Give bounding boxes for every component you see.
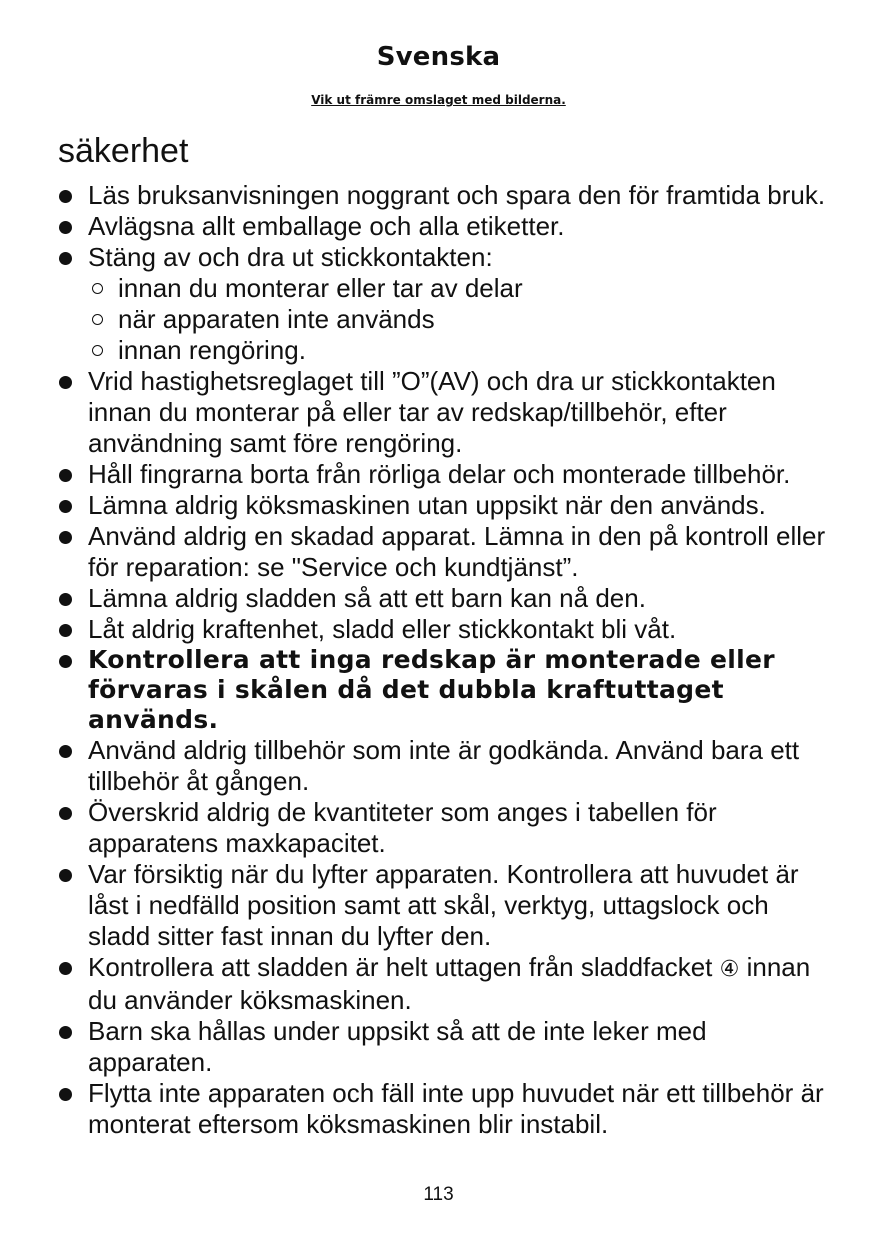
- bullet-icon: [59, 807, 72, 820]
- list-item: Överskrid aldrig de kvantiteter som anges i tabellen för apparatens maxkapacitet.: [56, 797, 826, 859]
- bullet-icon: [59, 655, 72, 668]
- bullet-icon: [59, 869, 72, 882]
- bullet-icon: [59, 190, 72, 203]
- bullet-icon: [59, 1088, 72, 1101]
- bullet-icon: [59, 221, 72, 234]
- bullet-icon: [59, 593, 72, 606]
- sub-list-item: innan rengöring.: [88, 335, 826, 366]
- bullet-icon: [59, 1026, 72, 1039]
- circle-bullet-icon: [92, 283, 103, 294]
- sub-list: [88, 273, 826, 366]
- bullet-icon: [59, 500, 72, 513]
- list-item: Stäng av och dra ut stickkontakten: innan du monterar eller tar av delar när apparaten inte används innan rengöring.: [56, 242, 826, 366]
- list-item: Låt aldrig kraftenhet, sladd eller stickkontakt bli våt.: [56, 614, 826, 645]
- sub-list-item: när apparaten inte används: [88, 304, 826, 335]
- page-title: Svenska: [376, 42, 501, 72]
- section-heading: säkerhet: [58, 132, 189, 170]
- list-item: Var försiktig när du lyfter apparaten. Kontrollera att huvudet är låst i nedfälld position samt att skål, verktyg, uttagslock och sladd sitter fast innan du lyfter den.: [56, 859, 826, 952]
- bullet-icon: [59, 624, 72, 637]
- bullet-icon: [59, 745, 72, 758]
- list-item-warning: Kontrollera att inga redskap är monterade eller förvaras i skålen då det dubbla kraftuttaget används.: [56, 645, 826, 735]
- list-item: Kontrollera att sladden är helt uttagen från sladdfacket ④ innan du använder köksmaskinen.: [56, 952, 826, 1016]
- list-item: Håll fingrarna borta från rörliga delar och monterade tillbehör.: [56, 459, 826, 490]
- bullet-icon: [59, 531, 72, 544]
- list-item: Barn ska hållas under uppsikt så att de inte leker med apparaten.: [56, 1016, 826, 1078]
- list-item: Vrid hastighetsreglaget till ”O”(AV) och dra ur stickkontakten innan du monterar på eller tar av redskap/tillbehör, efter användning samt före rengöring.: [56, 366, 826, 459]
- list-item: Använd aldrig en skadad apparat. Lämna in den på kontroll eller för reparation: se "Service och kundtjänst”.: [56, 521, 826, 583]
- sub-list-item: innan du monterar eller tar av delar: [88, 273, 826, 304]
- fold-out-instruction: Vik ut främre omslaget med bilderna.: [311, 93, 566, 107]
- list-item: Lämna aldrig köksmaskinen utan uppsikt när den används.: [56, 490, 826, 521]
- bullet-icon: [59, 376, 72, 389]
- list-item: Läs bruksanvisningen noggrant och spara den för framtida bruk.: [56, 180, 826, 211]
- safety-list: [56, 180, 826, 1140]
- figure-reference: ④: [719, 957, 740, 982]
- bullet-icon: [59, 252, 72, 265]
- bullet-icon: [59, 469, 72, 482]
- list-item: Flytta inte apparaten och fäll inte upp huvudet när ett tillbehör är monterat eftersom köksmaskinen blir instabil.: [56, 1078, 826, 1140]
- circle-bullet-icon: [92, 314, 103, 325]
- list-item: Avlägsna allt emballage och alla etiketter.: [56, 211, 826, 242]
- list-item: Lämna aldrig sladden så att ett barn kan nå den.: [56, 583, 826, 614]
- bullet-icon: [59, 962, 72, 975]
- circle-bullet-icon: [92, 345, 103, 356]
- list-item: Använd aldrig tillbehör som inte är godkända. Använd bara ett tillbehör åt gången.: [56, 735, 826, 797]
- page-number: 113: [423, 1184, 454, 1205]
